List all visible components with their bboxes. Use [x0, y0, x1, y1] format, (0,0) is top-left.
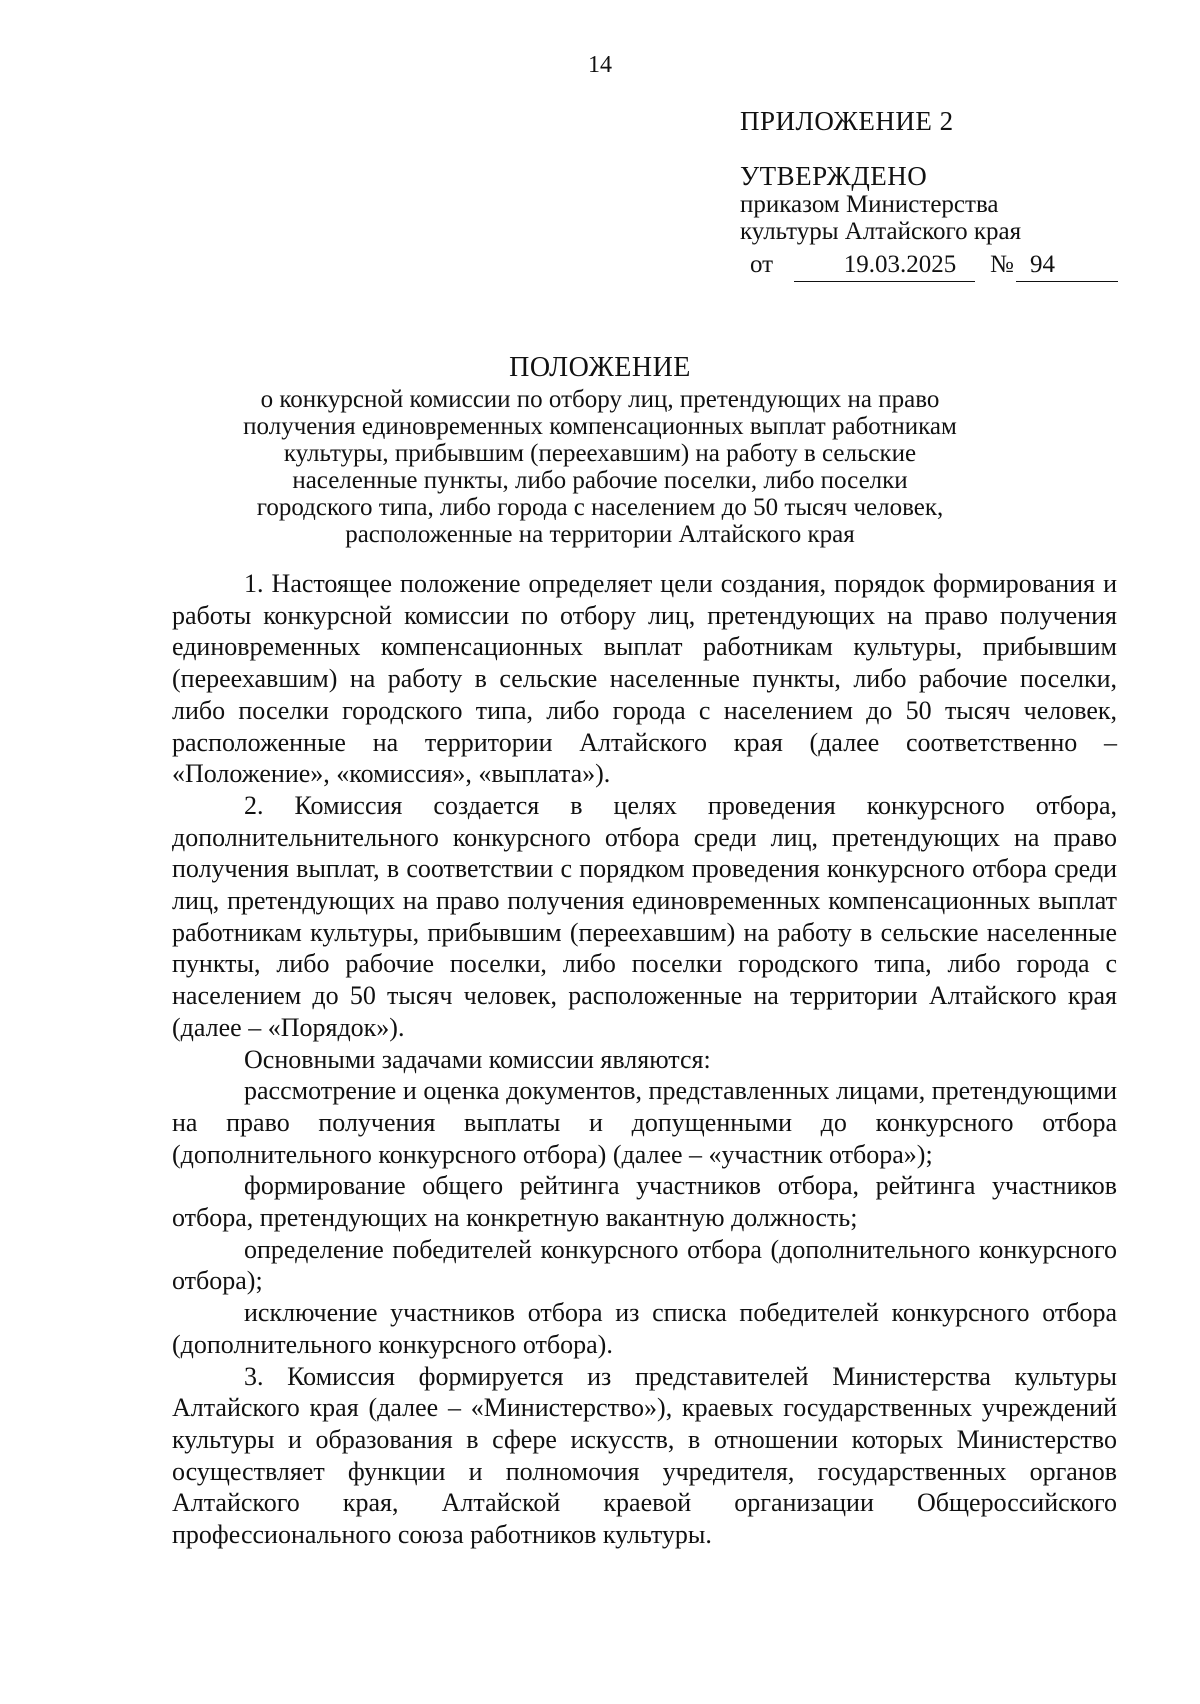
paragraph-2: 2. Комиссия создается в целях проведения конкурсного отбора, дополнительнительного конкурсного отбора среди лиц, претендующих на право получения выплат, в соответствии с порядком проведения конкурсного отбора среди лиц, претендующих на право получения единовременных компенсационных выплат работникам культуры, прибывшим (переехавшим) на работу в сельские населенные пункты, либо рабочие поселки, либо поселки городского типа, либо города с населением до 50 тысяч человек, расположенные на территории Алтайского края (далее – «Порядок»). [172, 790, 1117, 1042]
task-item: определение победителей конкурсного отбора (дополнительного конкурсного отбора); [172, 1234, 1117, 1296]
document-subtitle [130, 386, 1070, 548]
paragraph-1: 1. Настоящее положение определяет цели создания, порядок формирования и работы конкурсной комиссии по отбору лиц, претендующих на право получения единовременных компенсационных выплат работникам культуры, прибывшим (переехавшим) на работу в сельские населенные пункты, либо рабочие поселки, либо поселки городского типа, либо города с населением до 50 тысяч человек, расположенные на территории Алтайского края (далее соответственно – «Положение», «комиссия», «выплата»). [172, 569, 1117, 789]
task-item: формирование общего рейтинга участников отбора, рейтинга участников отбора, претендующих на конкретную вакантную должность; [172, 1171, 1117, 1233]
appendix-label: ПРИЛОЖЕНИЕ 2 [740, 106, 954, 136]
date-underline [794, 281, 975, 282]
date-prefix: от [750, 251, 774, 278]
task-item: исключение участников отбора из списка победителей конкурсного отбора (дополнительного конкурсного отбора). [172, 1298, 1117, 1359]
subtitle-line: городского типа, либо города с населением до 50 тысяч человек, [256, 494, 944, 521]
tasks-intro: Основными задачами комиссии являются: [244, 1044, 711, 1074]
subtitle-line: культуры, прибывшим (переехавшим) на работу в сельские [283, 440, 917, 467]
approval-block [740, 106, 1160, 285]
number-underline [1016, 281, 1118, 282]
number-prefix: № [990, 251, 1014, 278]
task-item: рассмотрение и оценка документов, представленных лицами, претендующими на право получения выплаты и допущенными до конкурсного отбора (дополнительного конкурсного отбора) (далее – «участник отбора»); [172, 1076, 1117, 1169]
document-title: ПОЛОЖЕНИЕ [509, 352, 691, 383]
subtitle-line: населенные пункты, либо рабочие поселки, либо поселки [292, 467, 908, 494]
order-date-row [740, 245, 1160, 285]
approved-stamp-text: УТВЕРЖДЕНО [740, 161, 928, 191]
subtitle-line: расположенные на территории Алтайского края [345, 521, 855, 548]
page-number: 14 [588, 52, 612, 78]
subtitle-line: получения единовременных компенсационных выплат работникам [243, 413, 957, 440]
subtitle-line: о конкурсной комиссии по отбору лиц, претендующих на право [260, 386, 940, 413]
paragraph-3: 3. Комиссия формируется из представителей Министерства культуры Алтайского края (далее – «Министерство»), краевых государственных учреждений культуры и образования в сфере искусств, в отношении которых Министерство осуществляет функции и полномочия учредителя, государственных органов Алтайского края, Алтайской краевой организации Общероссийского профессионального союза работников культуры. [172, 1361, 1117, 1550]
order-line-1: приказом Министерства [740, 191, 999, 218]
order-line-2: культуры Алтайского края [740, 218, 1022, 245]
order-date: 19.03.2025 [843, 251, 957, 278]
document-body [172, 568, 1117, 1551]
order-number: 94 [1030, 251, 1055, 278]
